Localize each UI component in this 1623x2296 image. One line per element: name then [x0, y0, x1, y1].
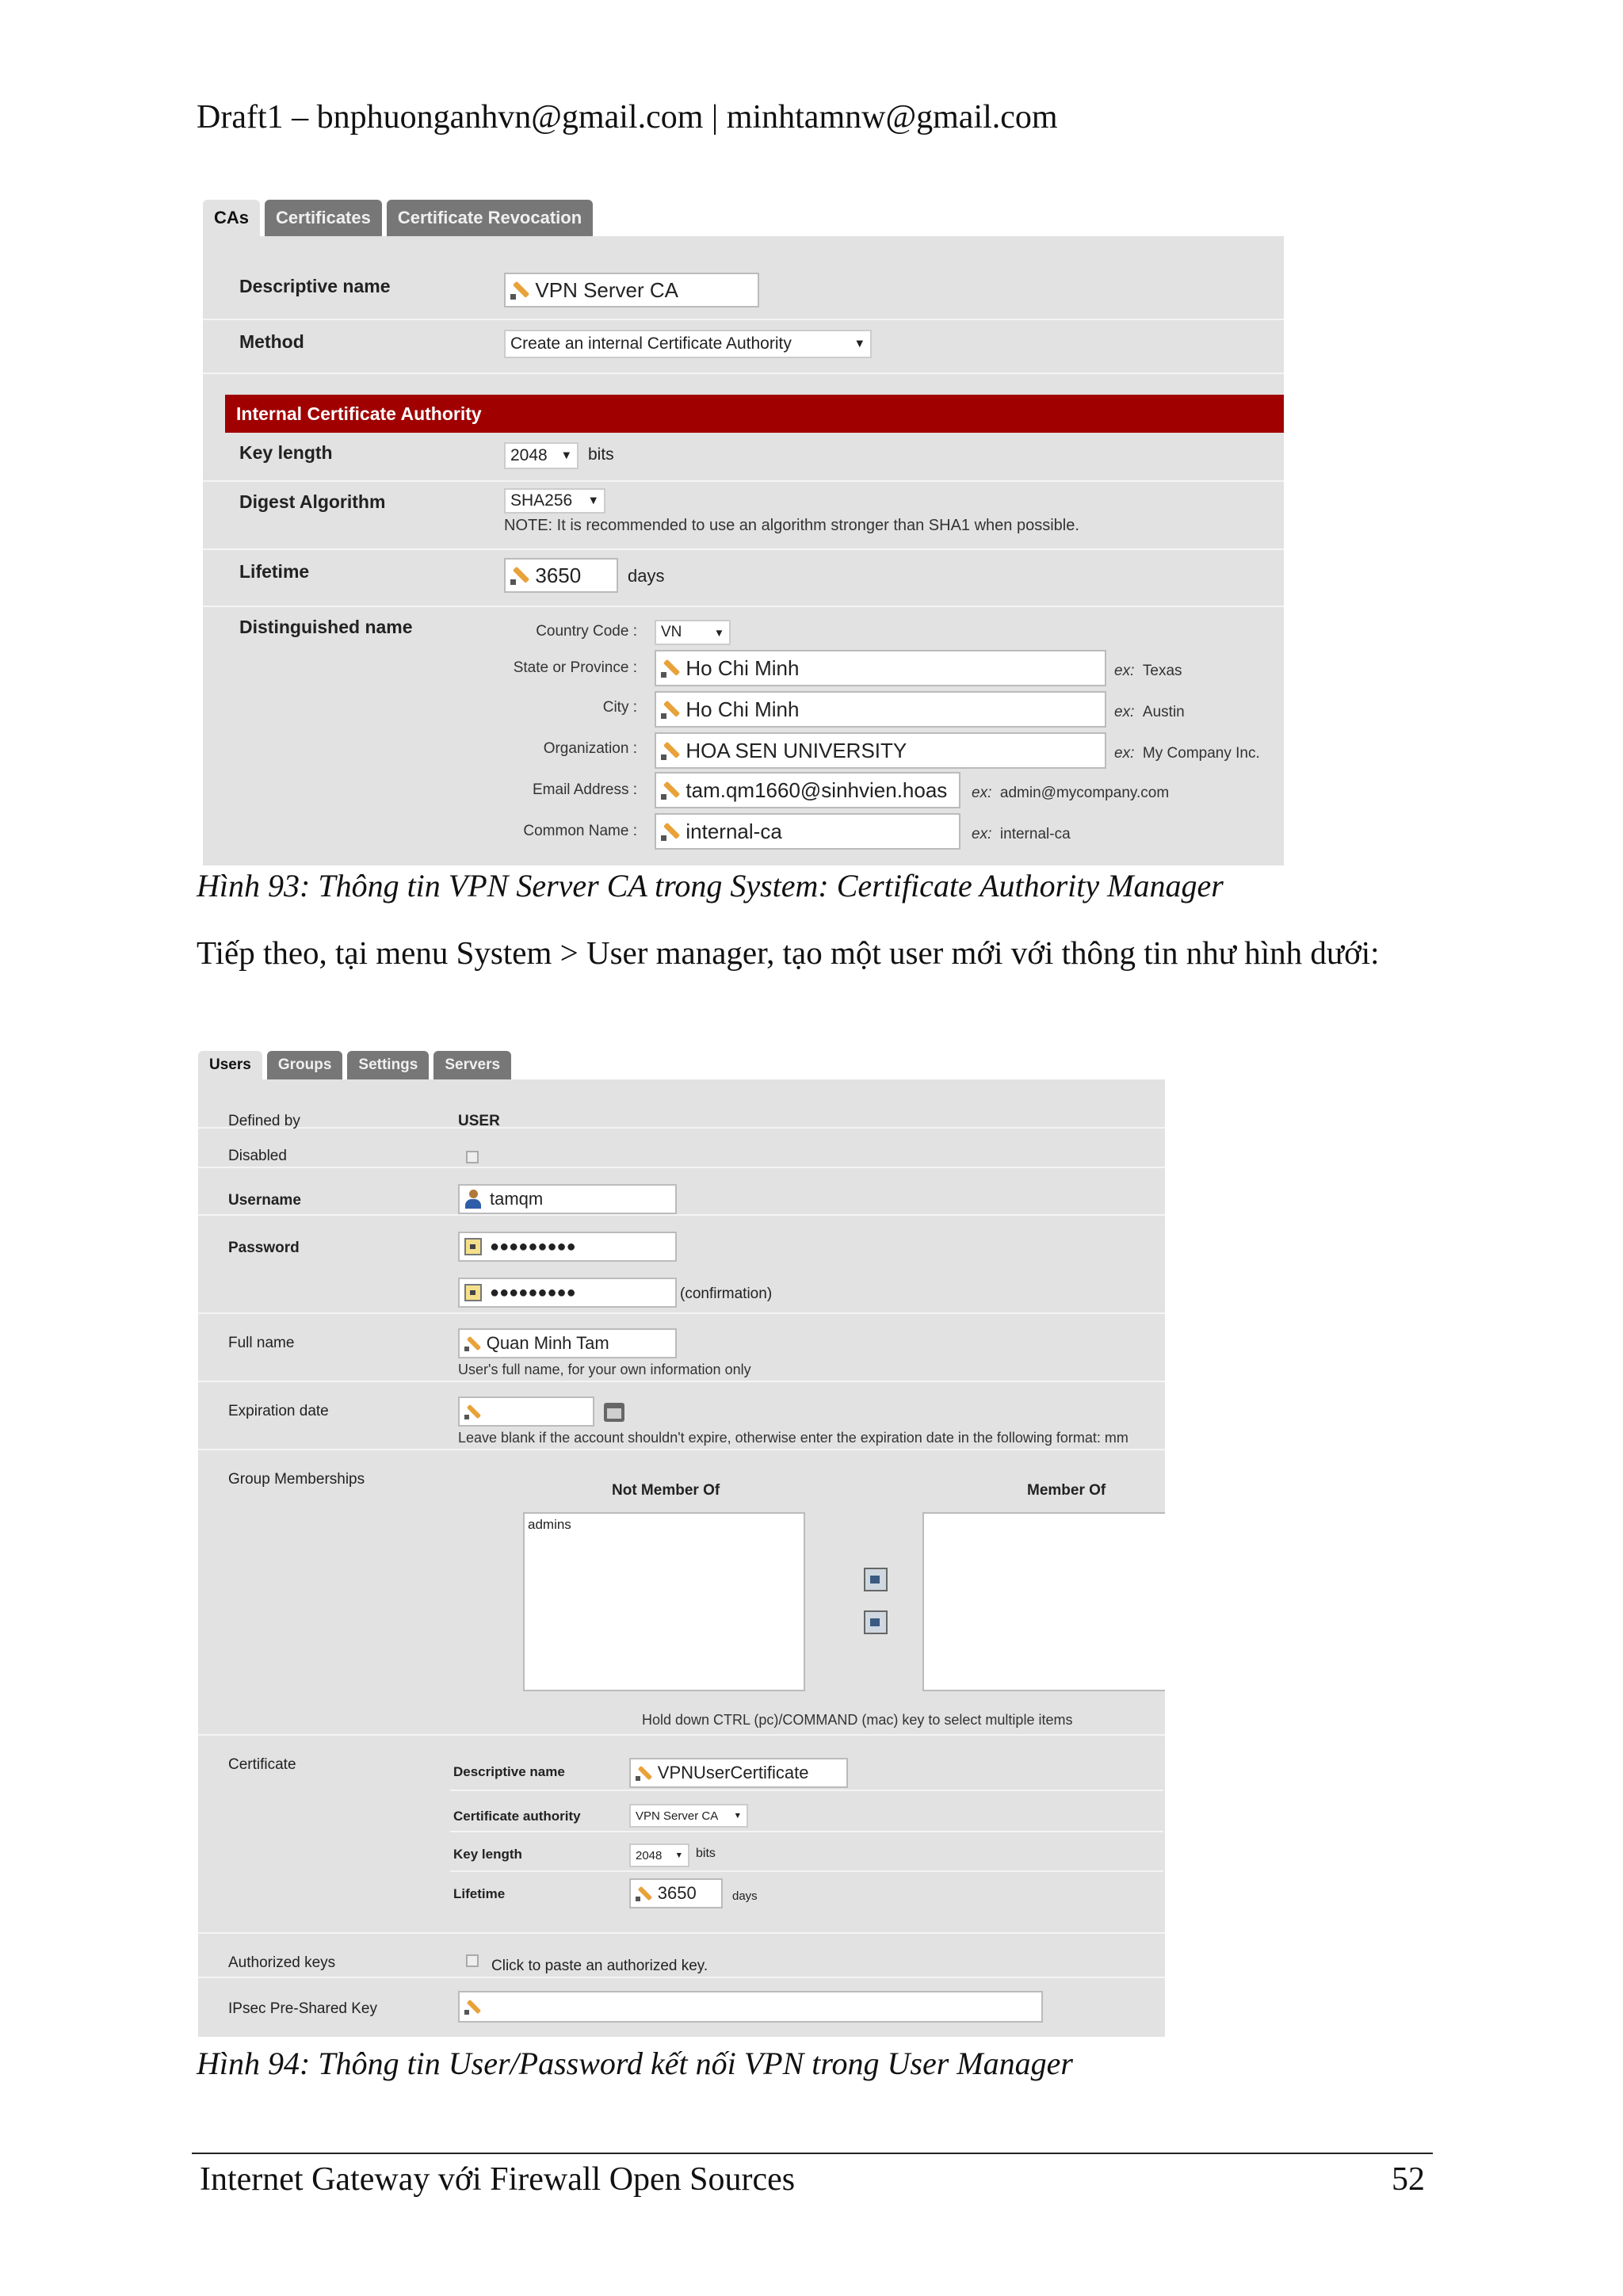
cert-authority-select[interactable]: [629, 1804, 748, 1828]
defined-by-label: Defined by: [228, 1113, 300, 1129]
pencil-icon: [661, 822, 679, 840]
fullname-label: Full name: [228, 1335, 295, 1351]
key-length-label: Key length: [239, 442, 333, 463]
move-right-icon[interactable]: [864, 1568, 888, 1591]
authorized-keys-text: Click to paste an authorized key.: [491, 1958, 708, 1974]
state-example: [1114, 663, 1182, 680]
defined-by-value: USER: [458, 1113, 500, 1129]
country-code-value: VN: [661, 624, 682, 640]
cert-lifetime-unit: days: [732, 1889, 758, 1903]
pencil-icon: [464, 1404, 480, 1419]
digest-algorithm-value: SHA256: [510, 491, 573, 510]
chevron-down-icon: ▼: [587, 495, 599, 507]
password-label: Password: [228, 1240, 300, 1256]
expiration-input[interactable]: [458, 1396, 594, 1427]
email-input[interactable]: [655, 772, 960, 808]
disabled-checkbox[interactable]: [466, 1151, 479, 1163]
cert-lifetime-input[interactable]: [629, 1878, 723, 1908]
footer-title: Internet Gateway với Firewall Open Sources: [200, 2161, 796, 2198]
common-name-input[interactable]: [655, 813, 960, 850]
method-label: Method: [239, 331, 304, 352]
pencil-icon: [636, 1765, 651, 1781]
cert-lifetime-value: 3650: [657, 1883, 697, 1903]
country-code-label: Country Code :: [536, 623, 637, 640]
example-prefix: ex:: [1114, 704, 1135, 720]
email-value: tam.qm1660@sinhvien.hoas: [685, 777, 948, 802]
email-label: Email Address :: [533, 781, 637, 798]
figure-93-screenshot: [203, 200, 1284, 865]
example-prefix: ex:: [1114, 663, 1135, 679]
email-example: [972, 785, 1169, 802]
internal-ca-section-header: Internal Certificate Authority: [225, 395, 1284, 433]
cert-descriptive-name-value: VPNUserCertificate: [657, 1763, 809, 1782]
lifetime-value: 3650: [535, 563, 582, 587]
descriptive-name-input[interactable]: [504, 273, 759, 308]
chevron-down-icon: ▼: [560, 449, 572, 462]
digest-algorithm-label: Digest Algorithm: [239, 491, 386, 512]
page-header: Draft1 – bnphuonganhvn@gmail.com | minhtamnw@gmail.com: [197, 99, 1058, 136]
password-input[interactable]: [458, 1232, 677, 1262]
pencil-icon: [661, 659, 679, 677]
group-memberships-label: Group Memberships: [228, 1471, 365, 1488]
key-icon: [464, 1238, 482, 1255]
ipsec-psk-label: IPsec Pre-Shared Key: [228, 2000, 377, 2017]
ca-form-panel: [203, 236, 1284, 865]
pencil-icon: [661, 700, 679, 718]
certificate-label: Certificate: [228, 1756, 296, 1773]
digest-algorithm-select[interactable]: [504, 488, 605, 514]
list-item[interactable]: admins: [528, 1517, 571, 1532]
calendar-icon[interactable]: [604, 1403, 624, 1422]
lifetime-input[interactable]: [504, 558, 618, 593]
chevron-down-icon: ▼: [854, 338, 865, 350]
cert-key-length-unit: bits: [696, 1847, 716, 1860]
member-header: Member Of: [1027, 1482, 1106, 1499]
pencil-icon: [636, 1885, 651, 1901]
organization-label: Organization :: [543, 740, 637, 757]
footer-rule: [192, 2153, 1433, 2154]
cert-authority-label: Certificate authority: [453, 1809, 581, 1824]
cert-lifetime-label: Lifetime: [453, 1886, 506, 1901]
fullname-help: User's full name, for your own information only: [458, 1362, 751, 1377]
tab-settings[interactable]: Settings: [347, 1051, 429, 1079]
city-example-value: Austin: [1142, 704, 1185, 720]
password-confirm-value: ●●●●●●●●●: [490, 1283, 576, 1301]
cert-key-length-value: 2048: [636, 1848, 663, 1862]
organization-example: [1114, 745, 1260, 762]
chevron-down-icon: ▼: [733, 1811, 742, 1820]
distinguished-name-label: Distinguished name: [239, 617, 413, 637]
cert-key-length-label: Key length: [453, 1847, 522, 1862]
fullname-input[interactable]: [458, 1328, 677, 1358]
chevron-down-icon: ▼: [674, 1851, 683, 1860]
organization-example-value: My Company Inc.: [1142, 745, 1260, 762]
lifetime-unit: days: [628, 566, 665, 586]
tab-certificate-revocation[interactable]: Certificate Revocation: [387, 200, 593, 236]
confirmation-text: (confirmation): [680, 1286, 773, 1302]
state-label: State or Province :: [513, 659, 637, 676]
user-tab-bar: [198, 1051, 511, 1079]
username-input[interactable]: [458, 1184, 677, 1214]
username-value: tamqm: [490, 1189, 544, 1209]
disabled-label: Disabled: [228, 1148, 287, 1164]
state-value: Ho Chi Minh: [685, 655, 800, 680]
fullname-value: Quan Minh Tam: [486, 1333, 609, 1353]
city-label: City :: [602, 699, 637, 716]
page-number: 52: [1392, 2161, 1425, 2198]
not-member-list[interactable]: [523, 1512, 805, 1691]
expiration-label: Expiration date: [228, 1403, 329, 1419]
multi-select-help: Hold down CTRL (pc)/COMMAND (mac) key to select multiple items: [642, 1712, 1073, 1728]
pencil-icon: [464, 1335, 480, 1351]
not-member-header: Not Member Of: [612, 1482, 720, 1499]
move-left-icon[interactable]: [864, 1610, 888, 1634]
tab-cas[interactable]: CAs: [203, 200, 260, 236]
ipsec-psk-input[interactable]: [458, 1991, 1043, 2023]
organization-value: HOA SEN UNIVERSITY: [685, 738, 907, 762]
example-prefix: ex:: [972, 785, 992, 801]
lifetime-label: Lifetime: [239, 561, 310, 582]
user-icon: [464, 1190, 482, 1209]
figure-93-caption: Hình 93: Thông tin VPN Server CA trong System: Certificate Authority Manager: [197, 868, 1224, 904]
city-value: Ho Chi Minh: [685, 697, 800, 721]
city-example: [1114, 704, 1185, 721]
state-example-value: Texas: [1142, 663, 1182, 679]
expiration-help: Leave blank if the account shouldn't expire, otherwise enter the expiration date in the following format: mm: [458, 1430, 1128, 1446]
figure-94-caption: Hình 94: Thông tin User/Password kết nối VPN trong User Manager: [197, 2046, 1073, 2081]
email-example-value: admin@mycompany.com: [999, 785, 1170, 801]
key-length-value: 2048: [510, 446, 548, 464]
method-value: Create an internal Certificate Authority: [510, 334, 792, 353]
password-confirm-input[interactable]: [458, 1278, 677, 1308]
state-input[interactable]: [655, 650, 1106, 686]
password-value: ●●●●●●●●●: [490, 1237, 576, 1255]
body-paragraph: Tiếp theo, tại menu System > User manager, tạo một user mới với thông tin như hình dưới:: [197, 934, 1380, 971]
common-name-example-value: internal-ca: [999, 826, 1071, 842]
user-form-panel: [198, 1079, 1165, 2037]
descriptive-name-label: Descriptive name: [239, 276, 391, 296]
tab-certificates[interactable]: Certificates: [265, 200, 382, 236]
cert-descriptive-name-label: Descriptive name: [453, 1764, 565, 1779]
key-icon: [464, 1284, 482, 1301]
tab-groups[interactable]: Groups: [267, 1051, 343, 1079]
pencil-icon: [661, 781, 679, 799]
country-code-select[interactable]: [655, 620, 731, 645]
certificate-subpanel: [450, 1748, 1163, 1923]
cert-descriptive-name-input[interactable]: [629, 1758, 848, 1788]
cert-key-length-select[interactable]: [629, 1843, 689, 1867]
common-name-label: Common Name :: [523, 823, 637, 839]
figure-94-screenshot: [198, 1051, 1165, 2037]
example-prefix: ex:: [1114, 745, 1135, 762]
username-label: Username: [228, 1192, 301, 1209]
ca-tab-bar: [203, 200, 593, 236]
cert-authority-value: VPN Server CA: [636, 1809, 719, 1823]
tab-users[interactable]: Users: [198, 1051, 262, 1079]
common-name-value: internal-ca: [685, 819, 782, 843]
pencil-icon: [464, 1999, 480, 2015]
city-input[interactable]: [655, 691, 1106, 728]
descriptive-name-value: VPN Server CA: [535, 277, 678, 302]
member-list[interactable]: [922, 1512, 1165, 1691]
pencil-icon: [661, 741, 679, 759]
authorized-keys-checkbox[interactable]: [466, 1954, 479, 1967]
key-length-select[interactable]: [504, 442, 579, 469]
tab-servers[interactable]: Servers: [433, 1051, 511, 1079]
organization-input[interactable]: [655, 732, 1106, 769]
authorized-keys-label: Authorized keys: [228, 1954, 336, 1971]
chevron-down-icon: ▼: [713, 626, 724, 639]
common-name-example: [972, 826, 1071, 843]
method-select[interactable]: [504, 330, 872, 358]
pencil-icon: [510, 566, 529, 584]
pencil-icon: [510, 281, 529, 299]
digest-note: NOTE: It is recommended to use an algorithm stronger than SHA1 when possible.: [504, 517, 1079, 534]
example-prefix: ex:: [972, 826, 992, 842]
key-length-unit: bits: [588, 445, 614, 464]
